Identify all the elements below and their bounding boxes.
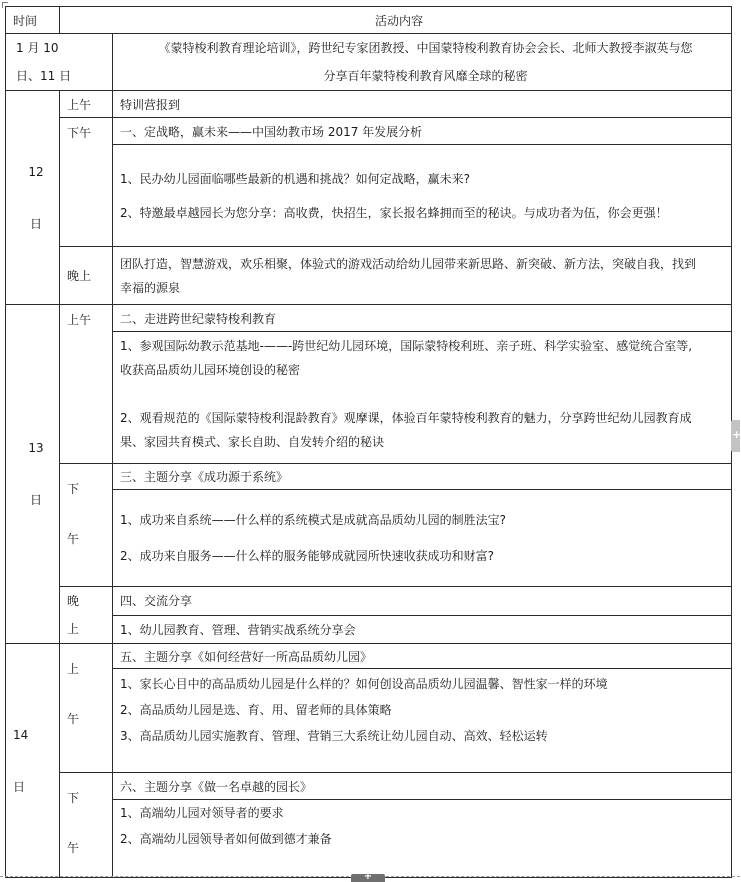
content-title: 四、交流分享	[113, 587, 732, 616]
day-unit: 日	[13, 779, 26, 794]
period-char: 下	[67, 791, 80, 805]
day-cell-14	[6, 644, 60, 878]
content-cell: 1、幼儿园教育、管理、营销实战系统分享会	[113, 615, 732, 644]
content-line: 1、民办幼儿园面临哪些最新的机遇和挑战？如何定战略，赢未来?	[120, 171, 471, 186]
content-line: 幸福的源泉	[120, 280, 181, 295]
content-title: 一、定战略，赢未来——中国幼教市场 2017 年发展分析	[113, 118, 732, 145]
content-cell	[113, 669, 732, 773]
day-number: 13	[28, 441, 44, 455]
content-line: 收获高品质幼儿园环境创设的秘密	[120, 363, 301, 377]
content-line: 1、成功来自系统——什么样的系统模式是成就高品质幼儿园的制胜法宝?	[120, 513, 507, 527]
date-line: 1 月 10	[16, 41, 59, 55]
period-char: 上	[67, 622, 80, 636]
table-row	[6, 34, 732, 91]
date-line: 日、11 日	[16, 69, 72, 83]
table-row	[6, 800, 732, 878]
content-cell	[113, 332, 732, 464]
period-label: 下午	[60, 118, 113, 247]
day-cell-12	[6, 91, 60, 305]
period-label: 晚上	[60, 247, 113, 305]
period-char: 午	[67, 532, 80, 546]
table-row	[6, 332, 732, 464]
period-label	[60, 587, 113, 644]
content-line: 2、成功来自服务——什么样的服务能够成就园所快速收获成功和财富?	[120, 549, 495, 563]
content-line: 1、参观国际幼教示范基地-——-跨世纪幼儿园环境，国际蒙特梭利班、亲子班、科学实验室、感觉统合室等,	[120, 339, 693, 353]
table-row	[6, 669, 732, 773]
content-line: 3、高品质幼儿园实施教育、管理、营销三大系统让幼儿园自动、高效、轻松运转	[120, 729, 548, 743]
table-row	[6, 644, 732, 669]
content-line: 《蒙特梭利教育理论培训》，跨世纪专家团教授、中国蒙特梭利教育协会会长、北师大教授李淑英与您	[158, 41, 693, 55]
period-char: 上	[67, 662, 80, 676]
period-char: 午	[67, 841, 80, 855]
table-row	[6, 305, 732, 332]
content-cell: 特训营报到	[113, 91, 732, 118]
add-row-handle[interactable]	[351, 871, 385, 882]
content-line: 2、观看规范的《国际蒙特梭利混龄教育》观摩课，体验百年蒙特梭利教育的魅力，分享跨世纪幼儿园教育成	[120, 411, 692, 425]
day-number: 12	[28, 164, 44, 179]
content-cell-10-11	[113, 34, 732, 91]
content-title: 三、主题分享《成功源于系统》	[113, 464, 732, 490]
period-label: 上午	[60, 305, 113, 464]
period-char: 午	[67, 712, 80, 726]
content-line: 果、家园共育模式、家长自助、自发转介绍的秘诀	[120, 435, 385, 449]
plus-icon: +	[363, 871, 373, 882]
day-unit: 日	[29, 493, 42, 507]
header-content: 活动内容	[60, 7, 732, 34]
day-unit: 日	[29, 216, 42, 231]
plus-icon: +	[732, 428, 741, 441]
content-cell	[113, 247, 732, 305]
period-label	[60, 464, 113, 587]
table-row	[6, 587, 732, 616]
schedule-table	[5, 6, 732, 878]
period-char: 晚	[67, 594, 80, 608]
content-line: 团队打造，智慧游戏，欢乐相聚，体验式的游戏活动给幼儿园带来新思路、新突破、新方法，突破自我，找到	[120, 256, 697, 271]
content-cell	[113, 800, 732, 878]
period-label	[60, 773, 113, 878]
header-time: 时间	[6, 7, 60, 34]
content-line: 分享百年蒙特梭利教育风靡全球的秘密	[323, 69, 528, 83]
table-row	[6, 145, 732, 247]
table-row	[6, 464, 732, 490]
content-title: 六、主题分享《做一名卓越的园长》	[113, 773, 732, 800]
content-title: 五、主题分享《如何经营好一所高品质幼儿园》	[113, 644, 732, 669]
table-row	[6, 773, 732, 800]
content-line: 2、高端幼儿园领导者如何做到德才兼备	[120, 832, 332, 846]
content-cell	[113, 145, 732, 247]
content-title: 二、走进跨世纪蒙特梭利教育	[113, 305, 732, 332]
table-header-row	[6, 7, 732, 34]
table-row	[6, 91, 732, 118]
date-cell-10-11	[6, 34, 113, 91]
table-row	[6, 118, 732, 145]
table-row	[6, 615, 732, 644]
add-column-handle[interactable]	[731, 420, 740, 452]
period-label	[60, 644, 113, 773]
content-cell	[113, 490, 732, 587]
day-cell-13	[6, 305, 60, 644]
table-row	[6, 247, 732, 305]
period-char: 下	[67, 482, 80, 496]
content-line: 2、高品质幼儿园是选、育、用、留老师的具体策略	[120, 703, 392, 717]
table-row	[6, 490, 732, 587]
content-line: 1、家长心目中的高品质幼儿园是什么样的？如何创设高品质幼儿园温馨、智性家一样的环境	[120, 677, 608, 691]
content-line: 1、高端幼儿园对领导者的要求	[120, 806, 284, 820]
period-label: 上午	[60, 91, 113, 118]
content-line: 2、特邀最卓越园长为您分享：高收费，快招生，家长报名蜂拥而至的秘诀。与成功者为伍，你会更强！	[120, 205, 668, 220]
day-number: 14	[13, 727, 29, 742]
